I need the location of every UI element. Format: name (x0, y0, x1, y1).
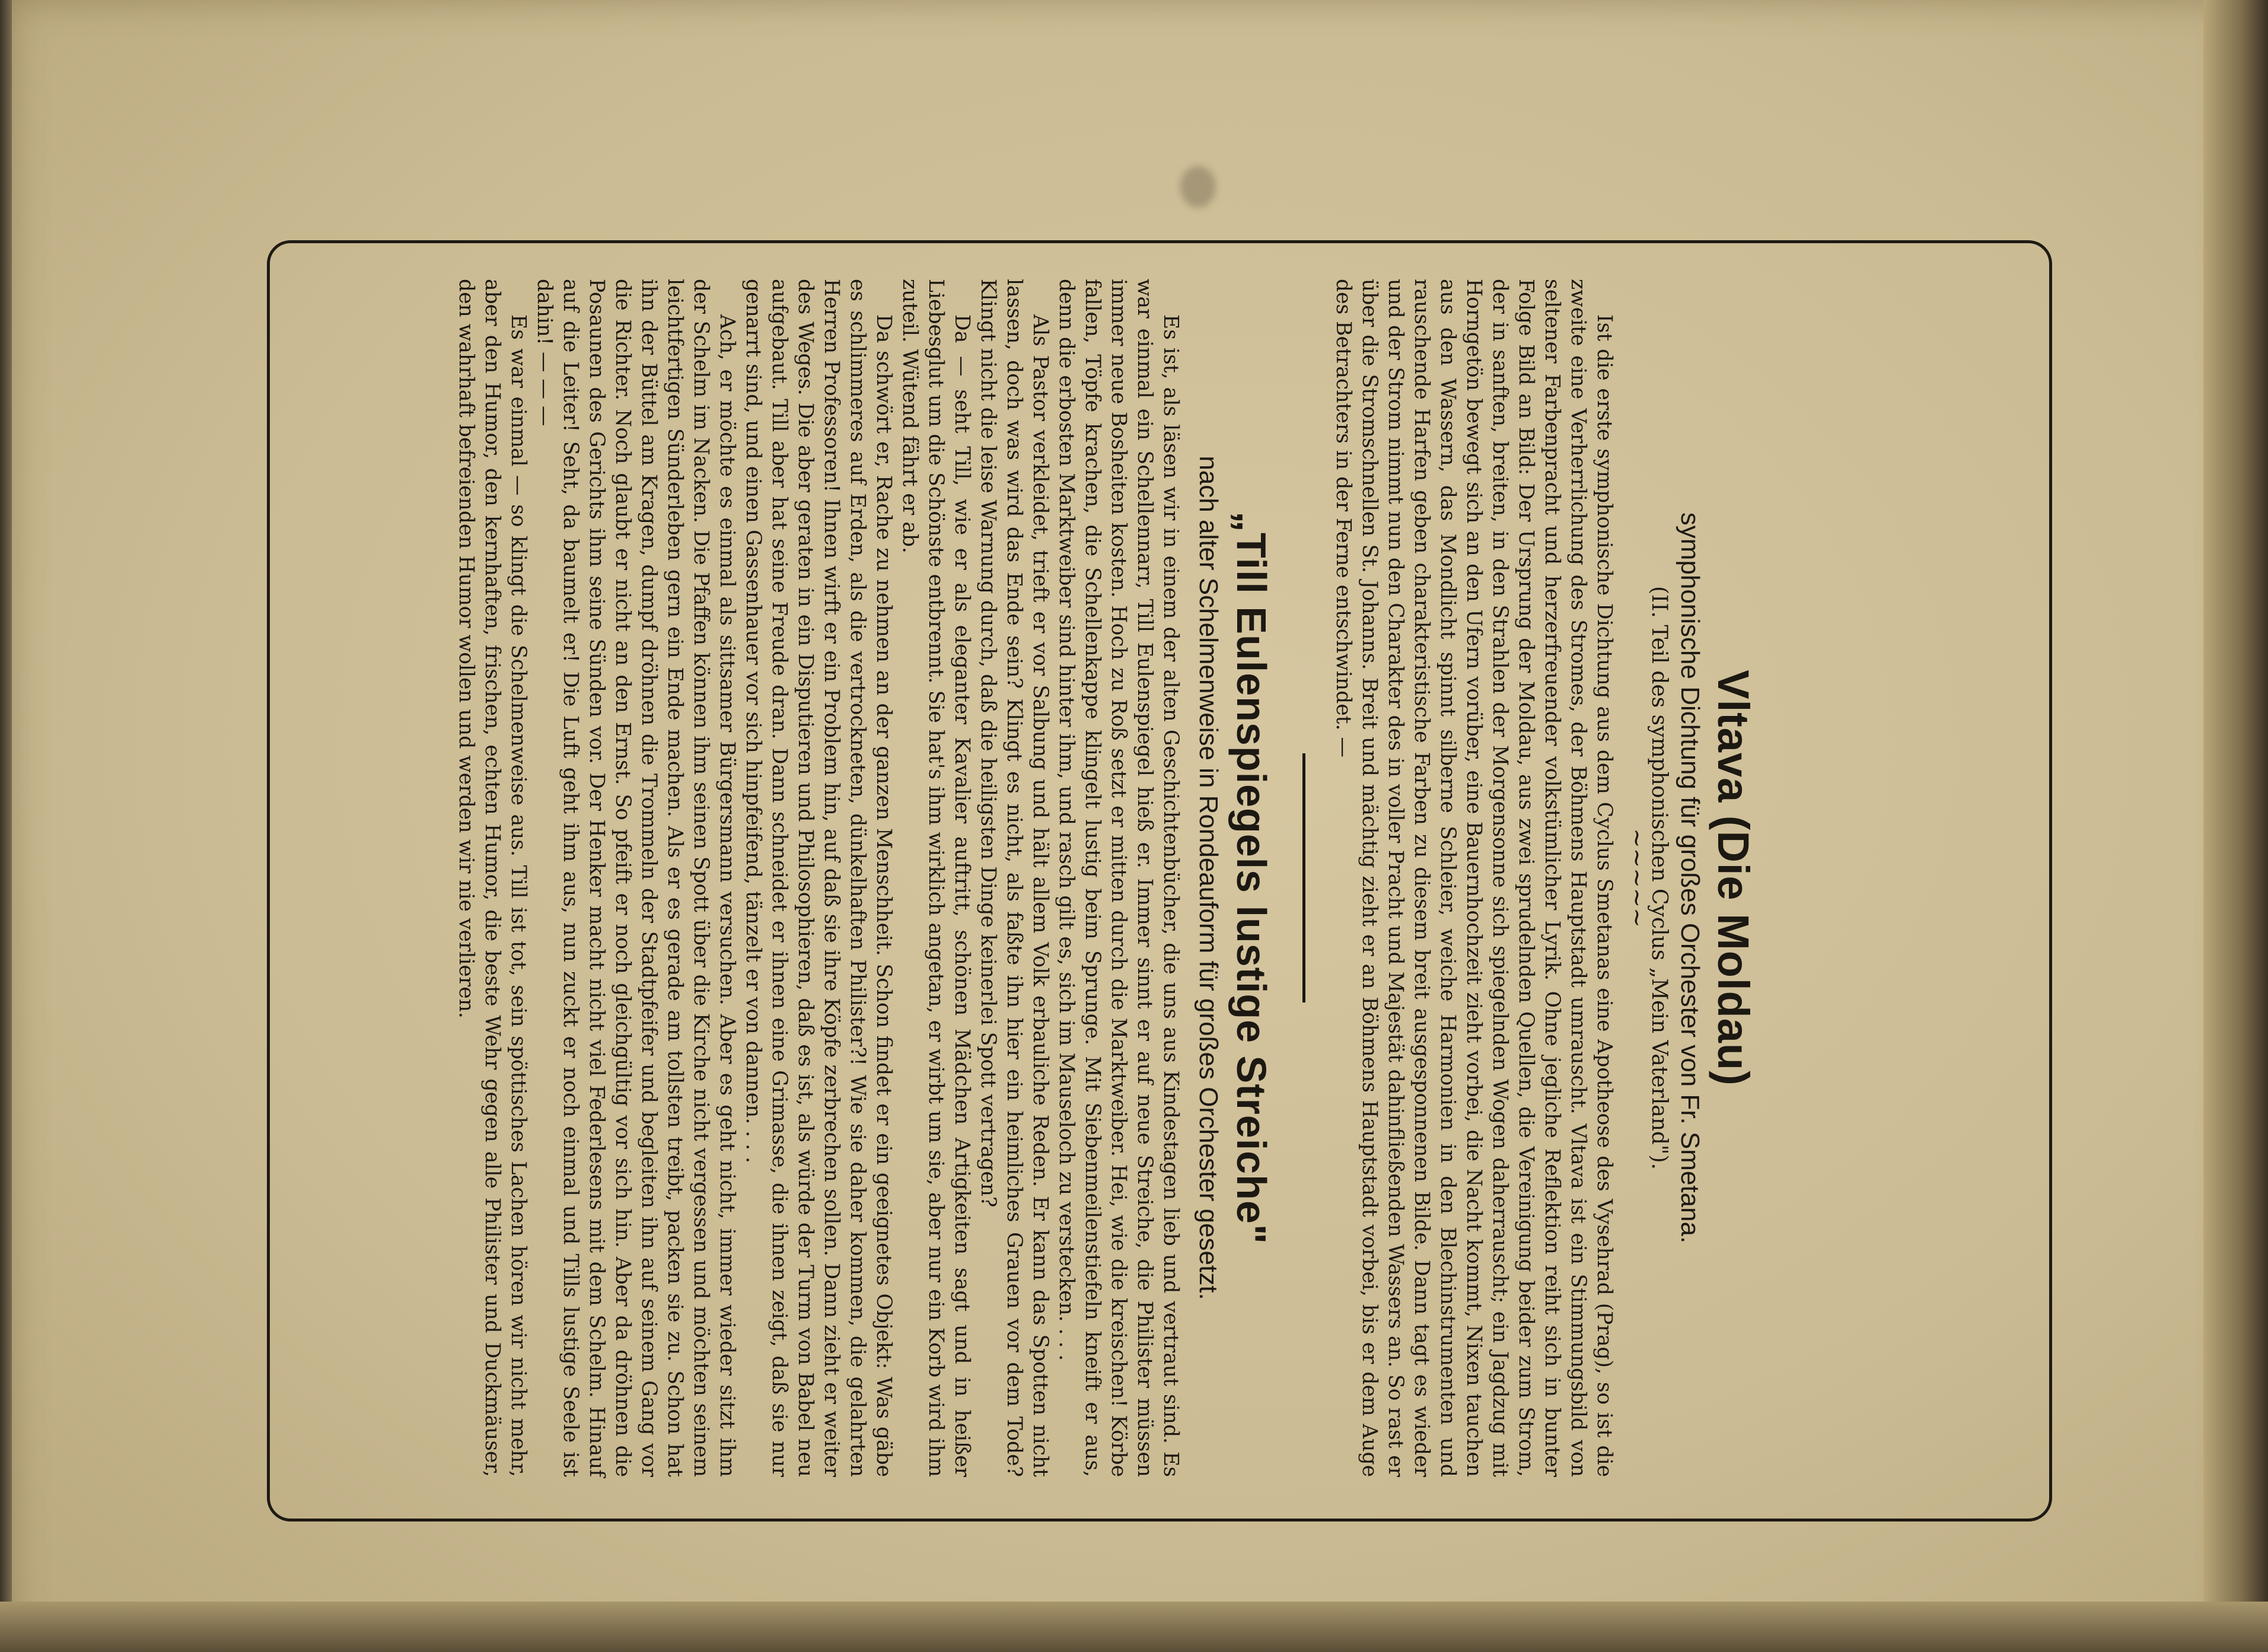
page-right-edge (2203, 0, 2268, 1652)
vltava-section (1330, 279, 1759, 1477)
page-bottom-edge (0, 1602, 2268, 1652)
till-paragraph: Da — seht Till, wie er als eleganter Kavalier auftritt, schönen Mädchen Artigkeiten sagt und in heißer Liebesglut um die Schönste entbrennt. Sie hat's ihm wirklich angetan, er wirbt um sie, aber nur ein Korb wird ihm zuteil. Wütend fährt er ab. (898, 279, 974, 1477)
till-paragraph: Als Pastor verkleidet, trieft er vor Salbung und hält allem Volk erbauliche Reden. Er kann das Spotten nicht lassen, doch was wird das Ende sein? Klingt es nicht, als faßte ihn hier ein heimliches Grauen vor dem Tode? Klingt nicht die leise Warnung durch, daß die heiligsten Dinge keinerlei Spott vertragen? (976, 279, 1052, 1477)
till-paragraph: Es war einmal — so klingt die Schelmenweise aus. Till ist tot, sein spöttisches Lachen hören wir nicht mehr, aber den Humor, den kernhaften, frischen, echten Humor, die beste Wehr gegen alle Philister und Duckmäuser, den wahrhaft befreienden Humor wollen und werden wir nie verlieren. (454, 279, 530, 1477)
till-paragraph: Da schwört er, Rache zu nehmen an der ganzen Menschheit. Schon findet er ein geeignetes Objekt: Was gäbe es schlimmeres auf Erden, als die vertrockneten, dünkelhaften Philister?! Wie sie daher kommen, die gelahrten Herren Professoren! Ihnen wirft er ein Problem hin, auf daß sie ihre Köpfe zerbrechen sollen. Dann zieht er weiter des Weges. Die aber geraten in ein Disputieren und Philosophieren, daß es ist, als würde der Turm von Babel neu aufgebaut. Till aber hat seine Freude dran. Dann schneidet er ihnen eine Grimasse, die ihnen zeigt, daß sie nur genarrt sind, und einen Gassenhauer vor sich hinpfeifend, tänzelt er von dannen. . . . (741, 279, 896, 1477)
section-divider (1302, 753, 1305, 1002)
vltava-subtitle: symphonische Dichtung für großes Orchester von Fr. Smetana. (1675, 512, 1705, 1244)
till-title: „Till Eulenspiegels lustige Streiche" (1228, 511, 1275, 1244)
till-paragraph: Ach, er möchte es einmal als sittsamer Bürgersmann versuchen. Aber es geht nicht, immer wieder sitzt ihm der Schelm im Nacken. Die Pfaffen können ihm seinen Spott über die Kirche nicht vergessen und möchten seinem leichtfertigen Sünderleben gern ein Ende machen. Als er es gerade am tollsten treibt, packen sie zu. Schon hat ihn der Büttel am Kragen, dumpf dröhnen die Trommeln der Stadtpfeifer und begleiten ihn auf seinem Gang vor die Richter. Noch glaubt er nicht an den Ernst. So pfeift er noch gleichgültig vor sich hin. Aber da dröhnen die Posaunen des Gerichts ihm seine Sünden vor. Der Henker macht nicht viel Federlesens mit dem Schelm. Hinauf auf die Leiter! Seht, da baumelt er! Die Luft geht ihm aus, nun zuckt er noch einmal und Tills lustige Seele ist dahin! — — — (533, 279, 739, 1477)
till-subtitle: nach alter Schelmenweise in Rondeauform für großes Orchester gesetzt. (1194, 456, 1223, 1300)
rotated-text-block (335, 279, 1759, 1477)
till-section (453, 279, 1275, 1477)
till-paragraph: Es ist, als läsen wir in einem der alten Geschichtenbücher, die uns aus Kindestagen lieb und vertraut sind. Es war einmal ein Schellennarr, Till Eulenspiegel hieß er. Immer sinnt er auf neue Streiche, die Philister müssen immer neue Bosheiten kosten. Hoch zu Roß setzt er mitten durch die Marktweiber. Hei, wie die kreischen! Körbe fallen, Töpfe krachen, die Schellenkappe klingelt lustig beim Sprunge. Mit Siebenmeilenstiefeln kneift er aus, denn die erbosten Marktweiber sind hinter ihm, und rasch gilt es, sich im Mauseloch zu verstecken. . . . (1055, 279, 1183, 1477)
vltava-paragraph: Ist die erste symphonische Dichtung aus dem Cyclus Smetanas eine Apotheose des Vysehrad (Prag), so ist die zweite eine Verherrlichung des Stromes, der Böhmens Hauptstadt umrauscht. Vltava ist ein Stimmungsbild von seltener Farbenpracht und herzerfreuender volkstümlicher Lyrik. Ohne jegliche Reflektion reiht sich in bunter Folge Bild an Bild: Der Ursprung der Moldau, aus zwei sprudelnden Quellen, die Vereinigung beider zum Strom, der in sanften, breiten, in den Strahlen der Morgensonne sich spiegelnden Wogen daherrauscht; ein Jagdzug mit Horngetön bewegt sich an den Ufern vorüber, eine Bauernhochzeit zieht vorbei, die Nacht kommt, Nixen tauchen aus den Wassern, das Mondlicht spinnt silberne Schleier, weiche Harmonien in den Blechinstrumenten und rauschende Harfen geben charakteristische Farben zu diesem breit ausgesponnenen Bilde. Dann tagt es wieder und der Strom nimmt nun den Charakter des in voller Pracht und Majestät dahinfließenden Wassers an. So rast er über die Stromschnellen St. Johanns. Breit und mächtig zieht er an Böhmens Hauptstadt vorbei, bis er dem Auge des Betrachters in der Ferne entschwindet. — (1332, 279, 1616, 1477)
vltava-title: Vltava (Die Moldau) (1709, 670, 1758, 1086)
paper-stain (1180, 166, 1216, 208)
vltava-note: (II. Teil des symphonischen Cyclus „Mein Vaterland"). (1647, 586, 1671, 1170)
ornament-squiggle: ~~~~~ (1623, 828, 1651, 928)
